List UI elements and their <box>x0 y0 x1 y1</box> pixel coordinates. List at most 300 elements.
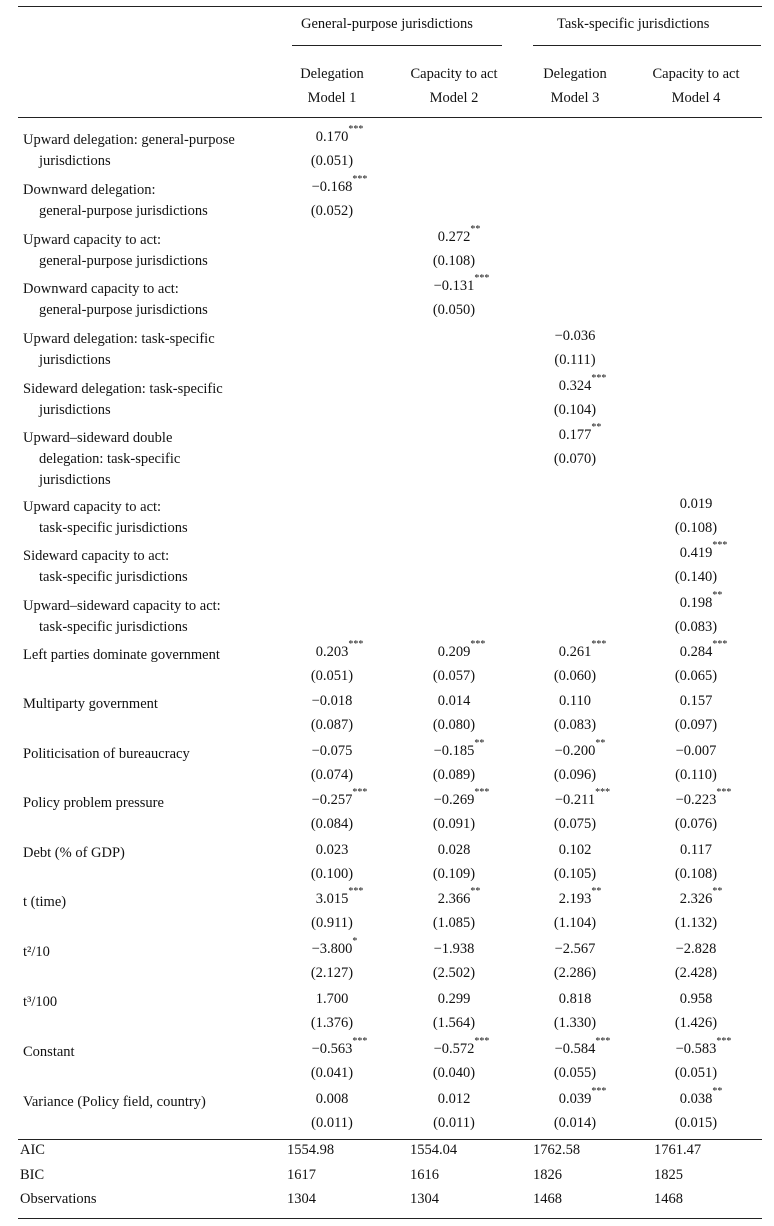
standard-error: (0.108) <box>674 520 718 536</box>
row-label-line: Downward delegation: <box>23 182 156 198</box>
significance-stars: ** <box>712 886 723 897</box>
significance-stars: *** <box>591 1086 607 1097</box>
coefficient-text: 0.170 <box>315 129 349 145</box>
coefficient-cell <box>272 124 392 146</box>
row-label-line: task-specific jurisdictions <box>39 569 188 585</box>
coefficient-value <box>312 743 353 760</box>
coefficient-value <box>433 738 485 760</box>
row-label-line: jurisdictions <box>39 402 111 418</box>
coefficient-cell <box>636 886 756 908</box>
coefficient-value <box>680 496 713 513</box>
coefficient-value <box>559 842 592 859</box>
standard-error: (0.076) <box>674 816 718 832</box>
standard-error: (0.070) <box>553 451 597 467</box>
coefficient-value <box>555 328 596 345</box>
coefficient-value <box>433 273 490 295</box>
coefficient-cell <box>515 639 635 661</box>
coefficient-text: 0.023 <box>315 842 349 858</box>
coefficient-value <box>679 886 723 908</box>
coefficient-cell <box>515 328 635 345</box>
stats-value: 1762.58 <box>533 1142 581 1158</box>
coefficient-cell <box>272 743 392 760</box>
stats-value: 1468 <box>533 1191 562 1207</box>
coefficient-value <box>316 842 349 859</box>
coefficient-text: 2.326 <box>679 891 713 907</box>
standard-error: (2.502) <box>432 965 476 981</box>
coefficient-cell <box>394 991 514 1008</box>
row-label-line: jurisdictions <box>39 153 111 169</box>
coefficient-cell <box>636 693 756 710</box>
coefficient-text: 3.015 <box>315 891 349 907</box>
coefficient-cell <box>272 693 392 710</box>
standard-error: (0.055) <box>553 1065 597 1081</box>
coefficient-value <box>554 787 611 809</box>
row-label <box>23 230 208 272</box>
bottom-rule <box>18 1218 762 1219</box>
standard-error: (0.104) <box>553 402 597 418</box>
standard-error: (0.011) <box>311 1115 353 1131</box>
coefficient-cell <box>515 738 635 760</box>
standard-error: (0.109) <box>432 866 476 882</box>
standard-error: (0.065) <box>674 668 718 684</box>
significance-stars: ** <box>712 590 723 601</box>
standard-error: (2.286) <box>553 965 597 981</box>
row-label <box>23 1092 206 1113</box>
coefficient-cell <box>636 743 756 760</box>
coefficient-cell <box>272 639 392 661</box>
row-label <box>23 645 220 666</box>
significance-stars: *** <box>474 1036 490 1047</box>
coefficient-text: 0.039 <box>558 1091 592 1107</box>
coefficient-text: 0.958 <box>679 991 713 1007</box>
coefficient-value <box>434 941 475 958</box>
coefficient-text: 2.193 <box>558 891 592 907</box>
coefficient-cell <box>636 842 756 859</box>
coefficient-cell <box>272 842 392 859</box>
coefficient-text: 0.019 <box>679 496 713 512</box>
coefficient-value <box>555 941 596 958</box>
coefficient-text: 0.419 <box>679 545 713 561</box>
coefficient-cell <box>515 693 635 710</box>
coefficient-text: −0.211 <box>554 792 596 808</box>
standard-error: (2.428) <box>674 965 718 981</box>
coefficient-cell <box>272 174 392 196</box>
coefficient-text: −0.018 <box>311 693 353 709</box>
coefficient-cell <box>272 936 392 958</box>
coefficient-text: 0.014 <box>437 693 471 709</box>
standard-error: (0.075) <box>553 816 597 832</box>
coefficient-cell <box>394 1091 514 1108</box>
row-label-line: Multiparty government <box>23 696 158 712</box>
coefficient-value <box>679 540 728 562</box>
standard-error: (1.426) <box>674 1015 718 1031</box>
coefficient-value <box>676 941 717 958</box>
stats-value: 1616 <box>410 1167 439 1183</box>
coefficient-value <box>316 1091 349 1108</box>
significance-stars: *** <box>474 273 490 284</box>
coefficient-value <box>680 842 712 859</box>
row-label <box>23 1042 75 1063</box>
coefficient-value <box>315 639 364 661</box>
row-label <box>23 942 50 963</box>
coefficient-text: 0.198 <box>679 595 713 611</box>
coefficient-text: −3.800 <box>311 941 353 957</box>
standard-error: (0.089) <box>432 767 476 783</box>
standard-error: (0.911) <box>311 915 353 931</box>
significance-stars: ** <box>712 1086 723 1097</box>
coefficient-value <box>311 787 368 809</box>
row-label-line: general-purpose jurisdictions <box>39 302 208 318</box>
coefficient-value <box>433 787 490 809</box>
standard-error: (0.080) <box>432 717 476 733</box>
stats-value: 1826 <box>533 1167 562 1183</box>
standard-error: (0.084) <box>310 816 354 832</box>
standard-error: (0.050) <box>432 302 476 318</box>
coefficient-cell <box>636 991 756 1008</box>
coefficient-cell <box>515 991 635 1008</box>
coefficient-text: −0.168 <box>311 179 353 195</box>
coefficient-text: −0.075 <box>311 743 353 759</box>
coefficient-text: 0.324 <box>558 378 592 394</box>
standard-error: (0.105) <box>553 866 597 882</box>
row-label-line: task-specific jurisdictions <box>39 619 188 635</box>
row-label-line: Downward capacity to act: <box>23 281 179 297</box>
row-label-line: jurisdictions <box>39 352 111 368</box>
significance-stars: *** <box>591 639 607 650</box>
row-label-line: Sideward capacity to act: <box>23 548 170 564</box>
coefficient-text: 0.299 <box>437 991 471 1007</box>
coefficient-cell <box>272 991 392 1008</box>
coefficient-value <box>554 738 606 760</box>
standard-error: (0.096) <box>553 767 597 783</box>
coefficient-cell <box>636 590 756 612</box>
standard-error: (0.011) <box>433 1115 475 1131</box>
standard-error: (1.085) <box>432 915 476 931</box>
coefficient-value <box>675 787 732 809</box>
standard-error: (0.100) <box>310 866 354 882</box>
standard-error: (0.108) <box>674 866 718 882</box>
row-label <box>23 180 208 222</box>
coefficient-cell <box>272 886 392 908</box>
coefficient-text: −0.572 <box>433 1041 475 1057</box>
coefficient-cell <box>636 496 756 513</box>
standard-error: (0.110) <box>675 767 717 783</box>
coefficient-cell <box>394 886 514 908</box>
row-label <box>23 279 208 321</box>
stats-value: 1554.98 <box>287 1142 335 1158</box>
standard-error: (0.108) <box>432 253 476 269</box>
coefficient-cell <box>515 422 635 444</box>
coefficient-value <box>679 639 728 661</box>
group-header-task: Task-specific jurisdictions <box>557 16 710 32</box>
coefficient-cell <box>394 224 514 246</box>
row-label-line: t (time) <box>23 894 67 910</box>
coefficient-cell <box>515 886 635 908</box>
stats-value: 1761.47 <box>654 1142 702 1158</box>
coefficient-text: −0.200 <box>554 743 596 759</box>
coefficient-value <box>675 1036 732 1058</box>
column-model: Model 4 <box>671 90 721 106</box>
coefficient-text: 0.261 <box>558 644 592 660</box>
row-label <box>23 892 66 913</box>
coefficient-cell <box>394 738 514 760</box>
row-label <box>23 130 235 172</box>
coefficient-text: −0.131 <box>433 278 475 294</box>
row-label <box>23 992 57 1013</box>
coefficient-value <box>558 1086 607 1108</box>
standard-error: (1.564) <box>432 1015 476 1031</box>
significance-stars: ** <box>591 422 602 433</box>
coefficient-value <box>676 743 717 760</box>
significance-stars: ** <box>470 886 481 897</box>
column-header-model-2 <box>394 62 514 110</box>
coefficient-cell <box>394 639 514 661</box>
stats-rule <box>18 1139 762 1140</box>
coefficient-text: −2.567 <box>554 941 596 957</box>
significance-stars: ** <box>470 224 481 235</box>
stats-label: BIC <box>20 1167 45 1183</box>
standard-error: (0.014) <box>553 1115 597 1131</box>
coefficient-cell <box>636 639 756 661</box>
row-label-line: Variance (Policy field, country) <box>23 1094 206 1110</box>
stats-label: AIC <box>20 1142 45 1158</box>
coefficient-text: 0.038 <box>679 1091 713 1107</box>
group-underline-task <box>533 45 761 46</box>
standard-error: (0.057) <box>432 668 476 684</box>
header-rule <box>18 117 762 118</box>
standard-error: (0.015) <box>674 1115 718 1131</box>
row-label <box>23 428 180 491</box>
coefficient-text: 0.209 <box>437 644 471 660</box>
row-label-line: t³/100 <box>23 994 58 1010</box>
coefficient-value <box>315 124 364 146</box>
column-type: Capacity to act <box>652 66 740 82</box>
column-header-model-1 <box>272 62 392 110</box>
coefficient-cell <box>636 540 756 562</box>
coefficient-cell <box>394 1036 514 1058</box>
coefficient-cell <box>515 373 635 395</box>
significance-stars: *** <box>712 540 728 551</box>
coefficient-value <box>437 224 481 246</box>
significance-stars: *** <box>712 639 728 650</box>
coefficient-value <box>558 639 607 661</box>
stats-value: 1554.04 <box>410 1142 458 1158</box>
coefficient-value <box>438 1091 471 1108</box>
coefficient-cell <box>394 273 514 295</box>
coefficient-cell <box>636 787 756 809</box>
row-label-line: Politicisation of bureaucracy <box>23 746 190 762</box>
column-model: Model 2 <box>429 90 479 106</box>
coefficient-text: 2.366 <box>437 891 471 907</box>
stats-value: 1617 <box>287 1167 316 1183</box>
coefficient-text: −1.938 <box>433 941 475 957</box>
coefficient-text: −0.036 <box>554 328 596 344</box>
row-label-line: Upward–sideward capacity to act: <box>23 598 221 614</box>
row-label-line: Upward–sideward double <box>23 430 173 446</box>
row-label-line: general-purpose jurisdictions <box>39 253 208 269</box>
coefficient-cell <box>515 941 635 958</box>
significance-stars: *** <box>352 787 368 798</box>
significance-stars: ** <box>595 738 606 749</box>
coefficient-value <box>311 936 358 958</box>
coefficient-value <box>315 886 364 908</box>
standard-error: (1.376) <box>310 1015 354 1031</box>
coefficient-cell <box>272 787 392 809</box>
standard-error: (0.051) <box>310 153 354 169</box>
row-label-line: Upward capacity to act: <box>23 232 162 248</box>
coefficient-value <box>679 590 723 612</box>
coefficient-text: 0.028 <box>437 842 471 858</box>
coefficient-text: 0.203 <box>315 644 349 660</box>
stats-value: 1304 <box>410 1191 439 1207</box>
column-model: Model 1 <box>307 90 357 106</box>
row-label-line: general-purpose jurisdictions <box>39 203 208 219</box>
coefficient-text: 1.700 <box>315 991 349 1007</box>
significance-stars: ** <box>474 738 485 749</box>
coefficient-value <box>558 422 602 444</box>
standard-error: (0.060) <box>553 668 597 684</box>
coefficient-value <box>680 693 713 710</box>
coefficient-value <box>437 886 481 908</box>
coefficient-cell <box>636 1036 756 1058</box>
column-model: Model 3 <box>550 90 600 106</box>
standard-error: (0.083) <box>674 619 718 635</box>
significance-stars: *** <box>348 886 364 897</box>
standard-error: (2.127) <box>310 965 354 981</box>
standard-error: (0.083) <box>553 717 597 733</box>
standard-error: (1.330) <box>553 1015 597 1031</box>
coefficient-cell <box>515 1036 635 1058</box>
coefficient-cell <box>394 787 514 809</box>
coefficient-text: 0.008 <box>315 1091 349 1107</box>
standard-error: (0.051) <box>310 668 354 684</box>
standard-error: (0.052) <box>310 203 354 219</box>
coefficient-text: 0.110 <box>558 693 592 709</box>
coefficient-value <box>438 842 471 859</box>
coefficient-cell <box>515 1086 635 1108</box>
standard-error: (0.051) <box>674 1065 718 1081</box>
standard-error: (0.087) <box>310 717 354 733</box>
standard-error: (0.111) <box>554 352 596 368</box>
column-type: Capacity to act <box>410 66 498 82</box>
row-label <box>23 546 188 588</box>
coefficient-text: 0.117 <box>679 842 713 858</box>
significance-stars: *** <box>470 639 486 650</box>
coefficient-value <box>559 991 592 1008</box>
row-label-line: delegation: task-specific <box>39 451 181 467</box>
group-underline-general <box>292 45 502 46</box>
row-label-line: Sideward delegation: task-specific <box>23 381 223 397</box>
row-label-line: jurisdictions <box>39 472 111 488</box>
coefficient-value <box>311 174 368 196</box>
coefficient-text: −0.185 <box>433 743 475 759</box>
row-label <box>23 694 158 715</box>
row-label-line: Debt (% of GDP) <box>23 845 125 861</box>
row-label <box>23 596 221 638</box>
row-label <box>23 329 215 371</box>
significance-stars: *** <box>591 373 607 384</box>
coefficient-cell <box>636 941 756 958</box>
coefficient-cell <box>394 941 514 958</box>
coefficient-cell <box>394 693 514 710</box>
row-label-line: Policy problem pressure <box>23 795 164 811</box>
coefficient-text: −0.563 <box>311 1041 353 1057</box>
row-label-line: Constant <box>23 1044 75 1060</box>
significance-stars: *** <box>716 787 732 798</box>
coefficient-text: 0.102 <box>558 842 592 858</box>
standard-error: (0.091) <box>432 816 476 832</box>
coefficient-value <box>559 693 591 710</box>
row-label-line: task-specific jurisdictions <box>39 520 188 536</box>
coefficient-text: 0.818 <box>558 991 592 1007</box>
coefficient-cell <box>636 1086 756 1108</box>
coefficient-value <box>558 373 607 395</box>
significance-stars: *** <box>348 124 364 135</box>
row-label-line: Left parties dominate government <box>23 647 220 663</box>
coefficient-value <box>312 693 353 710</box>
stats-value: 1825 <box>654 1167 683 1183</box>
coefficient-text: −0.223 <box>675 792 717 808</box>
significance-stars: * <box>352 936 358 947</box>
coefficient-text: 0.284 <box>679 644 713 660</box>
coefficient-text: −0.584 <box>554 1041 596 1057</box>
coefficient-text: −0.007 <box>675 743 717 759</box>
coefficient-value <box>554 1036 611 1058</box>
significance-stars: ** <box>591 886 602 897</box>
row-label <box>23 744 190 765</box>
coefficient-text: −2.828 <box>675 941 717 957</box>
coefficient-value <box>438 991 471 1008</box>
significance-stars: *** <box>595 787 611 798</box>
coefficient-text: 0.157 <box>679 693 713 709</box>
row-label <box>23 843 125 864</box>
coefficient-value <box>437 639 486 661</box>
significance-stars: *** <box>348 639 364 650</box>
row-label-line: Upward delegation: task-specific <box>23 331 215 347</box>
coefficient-value <box>680 991 713 1008</box>
group-header-general: General-purpose jurisdictions <box>301 16 473 32</box>
column-header-model-3 <box>515 62 635 110</box>
column-type: Delegation <box>543 66 607 82</box>
standard-error: (0.140) <box>674 569 718 585</box>
row-label <box>23 379 223 421</box>
significance-stars: *** <box>595 1036 611 1047</box>
coefficient-value <box>311 1036 368 1058</box>
coefficient-text: 0.272 <box>437 229 471 245</box>
coefficient-cell <box>394 842 514 859</box>
standard-error: (1.104) <box>553 915 597 931</box>
coefficient-text: −0.583 <box>675 1041 717 1057</box>
coefficient-value <box>558 886 602 908</box>
standard-error: (0.041) <box>310 1065 354 1081</box>
significance-stars: *** <box>716 1036 732 1047</box>
coefficient-value <box>438 693 471 710</box>
significance-stars: *** <box>352 174 368 185</box>
coefficient-value <box>433 1036 490 1058</box>
coefficient-cell <box>515 787 635 809</box>
significance-stars: *** <box>352 1036 368 1047</box>
stats-value: 1304 <box>287 1191 316 1207</box>
coefficient-text: 0.012 <box>437 1091 471 1107</box>
coefficient-cell <box>515 842 635 859</box>
column-header-model-4 <box>636 62 756 110</box>
standard-error: (0.074) <box>310 767 354 783</box>
coefficient-text: −0.257 <box>311 792 353 808</box>
stats-label: Observations <box>20 1191 97 1207</box>
coefficient-value <box>316 991 349 1008</box>
coefficient-value <box>679 1086 723 1108</box>
stats-value: 1468 <box>654 1191 683 1207</box>
